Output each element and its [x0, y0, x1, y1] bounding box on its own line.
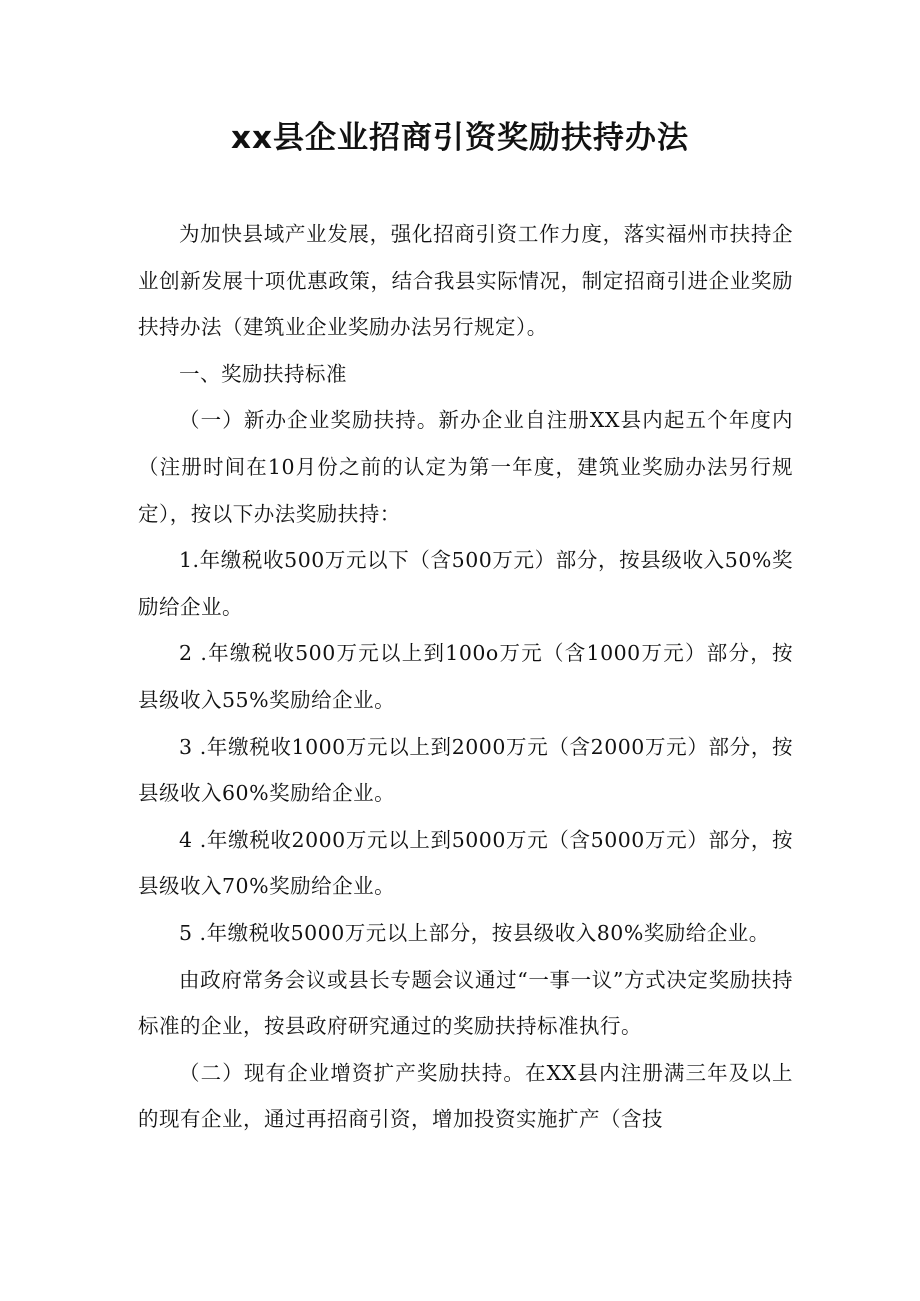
section-heading: 一、奖励扶持标准: [179, 361, 347, 386]
item-2: 2 .年缴税收500万元以上到100o万元（含1000万元）部分，按县级收入55%奖励给企业。: [138, 641, 793, 712]
clause-existing-enterprise: （二）现有企业增资扩产奖励扶持。在XX县内注册满三年及以上的现有企业，通过再招商引资，增加投资实施扩产（含技: [138, 1060, 793, 1132]
document-title: xx县企业招商引资奖励扶持办法: [231, 120, 689, 156]
item-5: 5 .年缴税收5000万元以上部分，按县级收入80%奖励给企业。: [179, 920, 770, 945]
item-4: 4 .年缴税收2000万元以上到5000万元（含5000万元）部分，按县级收入70%奖励给企业。: [138, 827, 793, 899]
item-1: 1.年缴税收500万元以下（含500万元）部分，按县级收入50%奖励给企业。: [138, 548, 793, 619]
clause-new-enterprise: （一）新办企业奖励扶持。新办企业自注册XX县内起五个年度内（注册时间在10月份之前的认定为第一年度，建筑业奖励办法另行规定），按以下办法奖励扶持：: [138, 408, 793, 526]
item-3: 3 .年缴税收1000万元以上到2000万元（含2000万元）部分，按县级收入60%奖励给企业。: [138, 734, 793, 806]
special-case-paragraph: 由政府常务会议或县长专题会议通过“一事一议”方式决定奖励扶持标准的企业，按县政府研究通过的奖励扶持标准执行。: [138, 967, 793, 1039]
document-body: [138, 211, 793, 1143]
intro-paragraph: 为加快县域产业发展，强化招商引资工作力度，落实福州市扶持企业创新发展十项优惠政策，结合我县实际情况，制定招商引进企业奖励扶持办法（建筑业企业奖励办法另行规定）。: [138, 222, 793, 340]
